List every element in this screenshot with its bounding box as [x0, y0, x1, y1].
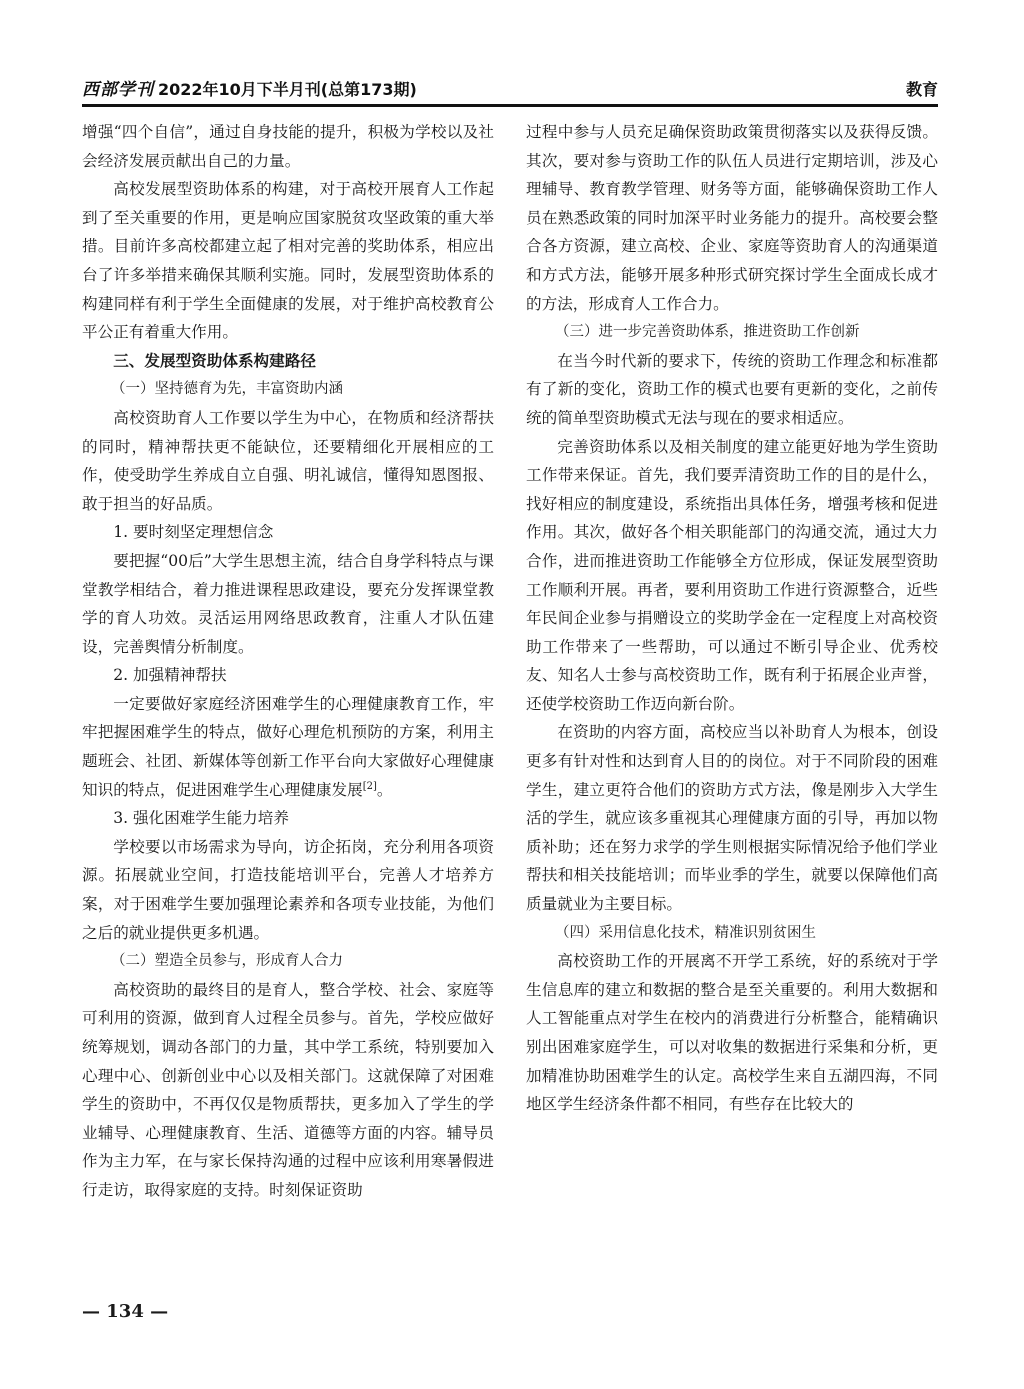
- page-number: — 134 —: [82, 1301, 169, 1322]
- paragraph: [82, 690, 494, 804]
- paragraph: 高校资助的最终目的是育人，整合学校、社会、家庭等可利用的资源，做到育人过程全员参与。首先，学校应做好统筹规划，调动各部门的力量，其中学工系统，特别要加入心理中心、创新创业中心以及相关部门。这就保障了对困难学生的资助中，不再仅仅是物质帮扶，更多加入了学生的学业辅导、心理健康教育、生活、道德等方面的内容。辅导员作为主力军，在与家长保持沟通的过程中应该利用寒暑假进行走访，取得家庭的支持。时刻保证资助: [82, 980, 494, 1199]
- paragraph-continued: 过程中参与人员充足确保资助政策贯彻落实以及获得反馈。其次，要对参与资助工作的队伍人员进行定期培训，涉及心理辅导、教育教学管理、财务等方面，能够确保资助工作人员在熟悉政策的同时加深平时业务能力的提升。高校要会整合各方资源，建立高校、企业、家庭等资助育人的沟通渠道和方式方法，能够开展多种形式研究探讨学生全面成长成才的方法，形成育人工作合力。: [526, 123, 938, 313]
- numbered-heading: 2. 加强精神帮扶: [113, 666, 227, 685]
- numbered-heading: 3. 强化困难学生能力培养: [113, 809, 289, 828]
- subsection-heading: （一）坚持德育为先，丰富资助内涵: [111, 381, 343, 398]
- paragraph-tail: 。: [376, 780, 393, 799]
- paragraph: 在资助的内容方面，高校应当以补助育人为根本，创设更多有针对性和达到育人目的的岗位。对于不同阶段的困难学生，建立更符合他们的资助方式方法，像是刚步入大学生活的学生，就应该多重视其心理健康方面的引导，再加以物质补助；还在努力求学的学生则根据实际情况给予他们学业帮扶和相关技能培训；而毕业季的学生，就要以保障他们高质量就业为主要目标。: [526, 723, 938, 914]
- paragraph: 高校发展型资助体系的构建，对于高校开展育人工作起到了至关重要的作用，更是响应国家脱贫攻坚政策的重大举措。目前许多高校都建立起了相对完善的奖助体系，相应出台了许多举措来确保其顺利实施。同时，发展型资助体系的构建同样有利于学生全面健康的发展，对于维护高校教育公平公正有着重大作用。: [82, 180, 494, 342]
- paragraph: 高校资助育人工作要以学生为中心，在物质和经济帮扶的同时，精神帮扶更不能缺位，还要精细化开展相应的工作，使受助学生养成自立自强、明礼诚信，懂得知恩图报、敢于担当的好品质。: [82, 408, 494, 513]
- subsection-heading: （四）采用信息化技术，精准识别贫困生: [555, 924, 816, 941]
- section-label: 教育: [905, 80, 938, 99]
- paragraph: 在当今时代新的要求下，传统的资助工作理念和标准都有了新的变化，资助工作的模式也要有更新的变化，之前传统的简单型资助模式无法与现在的要求相适应。: [526, 351, 938, 427]
- paragraph-text: 一定要做好家庭经济困难学生的心理健康教育工作，牢牢把握困难学生的特点，做好心理危机预防的方案，利用主题班会、社团、新媒体等创新工作平台向大家做好心理健康知识的特点，促进困难学生心理健康发展: [82, 694, 494, 799]
- paragraph: 完善资助体系以及相关制度的建立能更好地为学生资助工作带来保证。首先，我们要弄清资助工作的目的是什么，找好相应的制度建设，系统指出具体任务，增强考核和促进作用。其次，做好各个相关职能部门的沟通交流，通过大力合作，进而推进资助工作能够全方位形成，保证发展型资助工作顺利开展。再者，要利用资助工作进行资源整合，近些年民间企业参与捐赠设立的奖助学金在一定程度上对高校资助工作带来了一些帮助，可以通过不断引导企业、优秀校友、知名人士参与高校资助工作，既有利于拓展企业声誉，还使学校资助工作迈向新台阶。: [526, 437, 938, 713]
- subsection-heading: （三）进一步完善资助体系，推进资助工作创新: [555, 324, 860, 341]
- paragraph: 要把握“00后”大学生思想主流，结合自身学科特点与课堂教学相结合，着力推进课程思政建设，要充分发挥课堂教学的育人功效。灵活运用网络思政教育，注重人才队伍建设，完善舆情分析制度。: [82, 551, 494, 656]
- citation-ref: [2]: [362, 780, 377, 792]
- paragraph-continued: 增强“四个自信”，通过自身技能的提升，积极为学校以及社会经济发展贡献出自己的力量。: [82, 123, 494, 170]
- section-heading: 三、发展型资助体系构建路径: [113, 351, 316, 370]
- paragraph: 高校资助工作的开展离不开学工系统，好的系统对于学生信息库的建立和数据的整合是至关重要的。利用大数据和人工智能重点对学生在校内的消费进行分析整合，能精确识别出困难家庭学生，可以对收集的数据进行采集和分析，更加精准协助困难学生的认定。高校学生来自五湖四海，不同地区学生经济条件都不相同，有些存在比较大的: [526, 952, 938, 1114]
- journal-brand: [82, 75, 417, 100]
- right-column: [526, 118, 938, 1119]
- left-column: [82, 118, 494, 1205]
- subsection-heading: （二）塑造全员参与，形成育人合力: [111, 953, 343, 970]
- numbered-heading: 1. 要时刻坚定理想信念: [113, 523, 274, 542]
- page-header: [82, 70, 938, 107]
- paragraph: 学校要以市场需求为导向，访企拓岗，充分利用各项资源。拓展就业空间，打造技能培训平台，完善人才培养方案，对于困难学生要加强理论素养和各项专业技能，为他们之后的就业提供更多机遇。: [82, 837, 494, 942]
- issue-info: 2022年10月下半月刊(总第173期): [158, 80, 417, 99]
- journal-logo: 西部学刊: [82, 80, 154, 100]
